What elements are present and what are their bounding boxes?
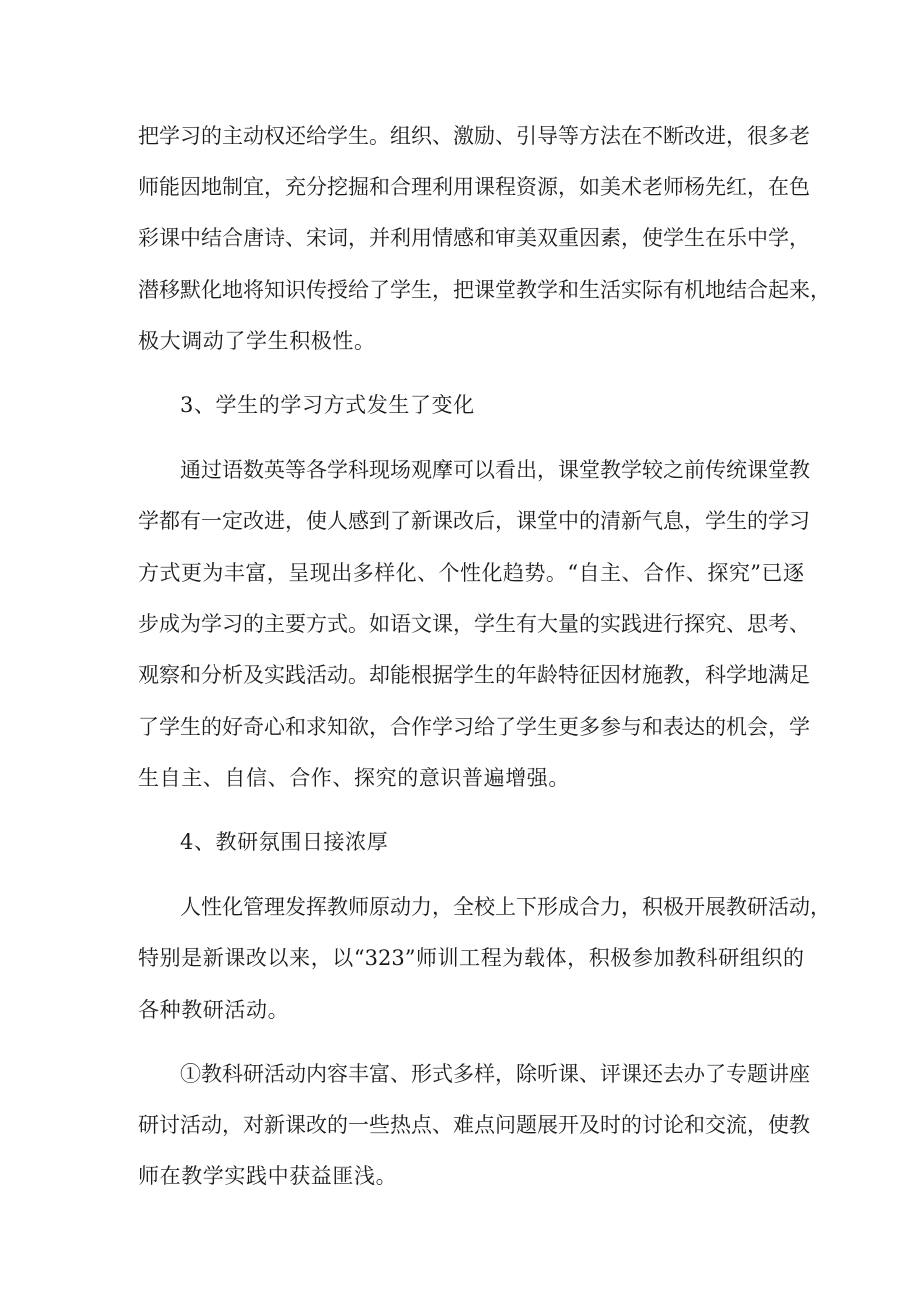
text-line: 彩课中结合唐诗、宋词，并利用情感和审美双重因素，使学生在乐中学， [138,226,810,250]
text-line: 人性化管理发挥教师原动力，全校上下形成合力，积极开展教研活动， [180,895,831,919]
text-line: 师能因地制宜，充分挖掘和合理利用课程资源，如美术老师杨先红，在色 [138,175,810,199]
text-line: 研讨活动，对新课改的一些热点、难点问题展开及时的讨论和交流，使教 [138,1113,810,1137]
text-line: 极大调动了学生积极性。 [138,329,376,353]
section-heading-4: 4、教研氛围日接浓厚 [180,830,389,854]
text-line: 潜移默化地将知识传授给了学生，把课堂教学和生活实际有机地结合起来， [138,278,831,302]
text-line: 通过语数英等各学科现场观摩可以看出，课堂教学较之前传统课堂教 [180,458,810,482]
text-line: 步成为学习的主要方式。如语文课，学生有大量的实践进行探究、思考、 [138,612,810,636]
text-line: ①教科研活动内容丰富、形式多样，除听课、评课还去办了专题讲座 [180,1062,810,1086]
text-line: 各种教研活动。 [138,998,290,1022]
text-line: 生自主、自信、合作、探究的意识普遍增强。 [138,766,570,790]
text-line: 学都有一定改进，使人感到了新课改后，课堂中的清新气息，学生的学习 [138,509,810,533]
text-line: 观察和分析及实践活动。却能根据学生的年龄特征因材施教，科学地满足 [138,663,810,687]
text-line: 把学习的主动权还给学生。组织、激励、引导等方法在不断改进，很多老 [138,124,810,148]
text-line: 特别是新课改以来，以“323”师训工程为载体，积极参加教科研组织的 [138,946,804,970]
text-line: 方式更为丰富，呈现出多样化、个性化趋势。“自主、合作、探究”已逐 [138,561,804,585]
section-heading-3: 3、学生的学习方式发生了变化 [180,393,475,417]
text-line: 了学生的好奇心和求知欲，合作学习给了学生更多参与和表达的机会，学 [138,715,810,739]
text-line: 师在教学实践中获益匪浅。 [138,1164,398,1188]
